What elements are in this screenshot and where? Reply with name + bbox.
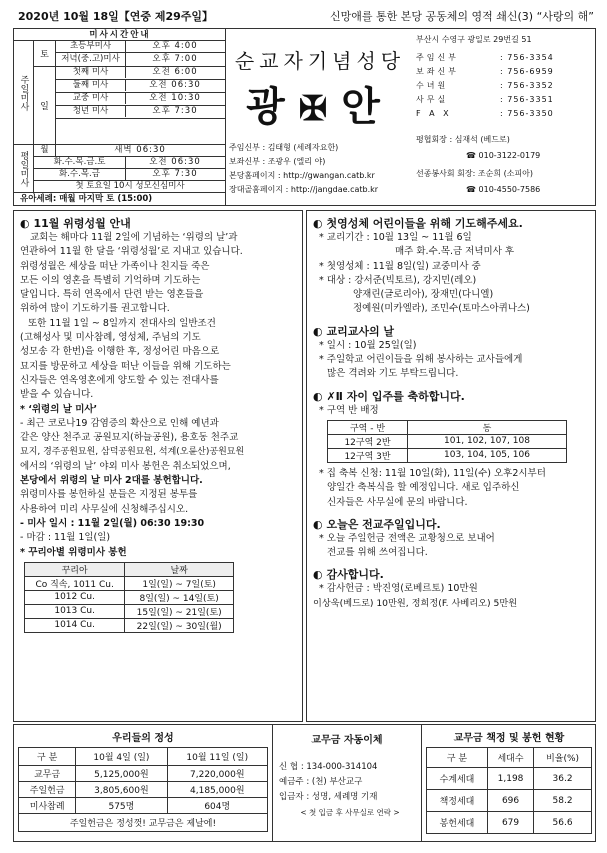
header-box xyxy=(13,28,596,206)
clergy-info: 주임신부 : 김태형 (세례자요한) 보좌신부 : 조광우 (엘리 야) 본당홈페이지 : http://gwangan.catb.kr 장대골홈페이지 : http://jangdae.catb.kr xyxy=(229,141,413,197)
half-circle-bullet-icon: ◐ xyxy=(313,324,323,338)
weekday-group-label: 평일미사 xyxy=(14,145,34,193)
contact-line: 주임신부 : 756-3354 xyxy=(416,53,554,62)
mass-row: 초등부미사 오후 4:00 xyxy=(56,41,226,53)
mass-row: 화.수.목.금.토 오전 06:30 xyxy=(34,157,226,169)
mass-row-spacer xyxy=(56,119,226,145)
mass-row: 교중 미사 오전 10:30 xyxy=(56,93,226,106)
contact-line: 보좌신부 : 756-6959 xyxy=(416,67,554,76)
table-row: 미사참례 575명 604명 xyxy=(19,798,268,814)
mission-president: 선종봉사회 회장: 조순희 (소피아) xyxy=(416,169,534,178)
subheading: * ‘위령의 날 미사’ xyxy=(20,403,98,415)
mass-row: 둘째 미사 오전 06:30 xyxy=(56,80,226,93)
issue-theme: 신망애를 통한 본당 공동체의 영적 쇄신(3) “사랑의 해” xyxy=(330,10,594,23)
parish-homepage-link[interactable]: 본당홈페이지 : http://gwangan.catb.kr xyxy=(229,171,375,180)
table-row: 1014 Cu. 22일(일) ~ 30일(월) xyxy=(25,618,234,632)
table-row: 책정세대 696 58.2 xyxy=(427,790,592,812)
contact-info xyxy=(416,29,596,205)
right-column: ◐ 첫영성체 어린이들을 위해 기도해주세요. * 교리기간 : 10월 13일 ~ 11월 6일 매주 화.수.목.금 저녁미사 후 * 첫영성체 : 11월 8일(일) 교중미사 중 * 대상 : 강서준(빅토르), 강지민(레오) 양재린(글로리아), 장재민(다니엘) 정예원(미카엘라), 조민수(토마스아퀴나스) ◐ 교리교사의 날 * 일시 : 10월 25일(일) * 주일학교 어린이들을 위해 봉사하는 교사들에게 많은 격려와 기도 부탁드립니다. ◐ ✗Ⅱ 자이 입주를 축하합니다. * 구역 반 배정 구역 - 반 동 12구역 2반 101, 102, 107, 108 12구역 3반 103, 104, 105, 106 * 집 축복 신청: 11월 10일(화), 11일(수) 오후2시부터 양일간 축복식을 할 예정입니다. 새로 입주하신 신자들은 사무실에 문의 바랍니다. ◐ 오늘은 전교주일입니다. * 오늘 주일헌금 전액은 교황청으로 보내어 전교를 위해 쓰여집니다. ◐ 감사합니다. * 감사헌금 : 박진영(로베르토) 10만원 이상욱(베드로) 10만원, 정희정(F. 사베리오) 5만원 xyxy=(306,210,596,722)
half-circle-bullet-icon: ◐ xyxy=(20,217,30,230)
section-heading: ◐ 감사합니다. xyxy=(313,568,384,582)
mass-row: 화.수.목.금 오후 7:30 xyxy=(34,169,226,181)
auto-transfer-section: 교무금 자동이체 신 협 : 134-000-314104 예금주 : (천) 부산교구 입금자 : 성명, 세례명 기재 < 첫 입금 후 사무실로 연락 > xyxy=(272,725,422,841)
offering-section xyxy=(18,729,268,832)
issue-date: 2020년 10월 18일【연중 제29주일】 xyxy=(18,10,214,23)
section-heading: ◐ ✗Ⅱ 자이 입주를 축하합니다. xyxy=(313,389,465,403)
weekend-group-label: 주일미사 xyxy=(14,41,34,145)
jangdae-homepage-link[interactable]: 장대골홈페이지 : http://jangdae.catb.kr xyxy=(229,185,379,194)
table-row: 1013 Cu. 15일(일) ~ 21일(토) xyxy=(25,604,234,618)
half-circle-bullet-icon: ◐ xyxy=(313,389,323,403)
sunday-label: 일 xyxy=(34,67,56,145)
section-heading: ◐ 오늘은 전교주일입니다. xyxy=(313,517,441,531)
mission-phone: ☎ 010-4550-7586 xyxy=(466,185,541,194)
masthead xyxy=(227,29,413,205)
half-circle-bullet-icon: ◐ xyxy=(313,568,323,582)
issue-line xyxy=(14,8,594,24)
mass-row: 저녁(중.고)미사 오후 7:00 xyxy=(56,53,226,67)
table-row: 1012 Cu. 8일(일) ~ 14일(토) xyxy=(25,590,234,604)
table-row: 수계세대 1,198 36.2 xyxy=(427,768,592,790)
tithe-status-table: 구 분 세대수 비율(%) 수계세대 1,198 36.2 책정세대 696 58.2 봉헌세대 679 56.6 xyxy=(426,747,592,834)
schedule-title: 미사시간안내 xyxy=(14,29,226,41)
contact-line: F A X : 756-3350 xyxy=(416,109,554,118)
mass-row: 첫째 미사 오전 6:00 xyxy=(56,67,226,80)
cross-grid-logo-icon: ✠ xyxy=(298,89,342,129)
contact-line: 수녀원 : 756-3352 xyxy=(416,81,554,90)
table-row: 교무금 5,125,000원 7,220,000원 xyxy=(19,766,268,782)
mass-row: 월 새벽 06:30 xyxy=(34,145,226,157)
tithe-status-title: 교무금 책정 및 봉헌 현황 xyxy=(453,733,565,744)
mass-schedule xyxy=(14,29,226,205)
chi-rho-icon: ✗Ⅱ xyxy=(326,389,343,403)
curia-mass-table: 꾸리아 날짜 Co 직속, 1011 Cu. 1일(일) ~ 7일(토) 1012 Cu. 8일(일) ~ 14일(토) 1013 Cu. 15일(일) ~ 21일(토) 1014 Cu. 22일(일) ~ 30일(월) xyxy=(24,562,234,633)
mass-row: 첫 토요일 10시 성모신심미사 xyxy=(34,181,226,193)
mass-row: 청년 미사 오후 7:30 xyxy=(56,106,226,119)
council-phone: ☎ 010-3122-0179 xyxy=(466,151,541,160)
table-row: 12구역 2반 101, 102, 107, 108 xyxy=(328,434,567,448)
tithe-status-section xyxy=(426,729,592,834)
offering-title: 우리들의 정성 xyxy=(112,733,174,744)
table-row: 12구역 3반 103, 104, 105, 106 xyxy=(328,448,567,462)
council-president: 평협회장 : 심재석 (베드로) xyxy=(416,135,510,144)
church-name: 광✠안 xyxy=(246,83,394,130)
district-assignment-table: 구역 - 반 동 12구역 2반 101, 102, 107, 108 12구역 3반 103, 104, 105, 106 xyxy=(327,420,567,463)
offering-table: 구 분 10월 4일 (일) 10월 11일 (일) 교무금 5,125,000원 7,220,000원 주일헌금 3,805,600원 4,185,000원 미사참례 575명 604명 주일헌금은 정성껏! 교무금은 제날에! xyxy=(18,747,268,832)
bottom-box xyxy=(13,724,596,842)
subheading: * 꾸리아별 위령미사 봉헌 xyxy=(20,546,127,558)
table-row: Co 직속, 1011 Cu. 1일(일) ~ 7일(토) xyxy=(25,576,234,590)
half-circle-bullet-icon: ◐ xyxy=(313,517,323,531)
table-row: 봉헌세대 679 56.6 xyxy=(427,812,592,834)
section-heading: ◐ 첫영성체 어린이들을 위해 기도해주세요. xyxy=(313,217,523,230)
contact-line: 사무실 : 756-3351 xyxy=(416,95,554,104)
half-circle-bullet-icon: ◐ xyxy=(313,217,323,230)
infant-baptism: 유아세례: 매월 마지막 토 (15:00) xyxy=(20,194,153,204)
address: 부산시 수영구 광일로 29번길 51 xyxy=(416,35,532,44)
church-subtitle: 순교자기념성당 xyxy=(234,49,406,73)
table-row: 주일헌금 3,805,600원 4,185,000원 xyxy=(19,782,268,798)
left-column: ◐ 11월 위령성월 안내 교회는 해마다 11월 2일에 기념하는 ‘위령의 날’과 연관하여 11월 한 달을 ‘위령성월’로 지내고 있습니다. 위령성월은 세상을 떠난 가족이나 친지들 죽은 모든 이의 영혼을 특별히 기억하며 기도하는 달입니다. 특히 연옥에서 단련 받는 영혼들을 위하여 많이 기도하기를 권고합니다. 또한 11월 1일 ~ 8일까지 전대사의 일반조건 (고해성사 및 미사참례, 영성체, 주님의 기도 성모송 각 한번)을 이행한 후, 정성어린 마음으로 묘지를 방문하고 세상을 떠난 이들을 위해 기도하는 신자들은 연옥영혼에게 양도할 수 있는 전대사를 받을 수 있습니다. * ‘위령의 날 미사’ - 최근 코로나19 감염증의 확산으로 인해 예년과 같은 양산 천주교 공원묘지(하늘공원), 용호동 천주교 묘지, 경주공원묘원, 삼덕공원묘원, 석계(오륜산)공원묘원 에서의 ‘위령의 날’ 야외 미사 봉헌은 취소되었으며, 본당에서 위령의 날 미사 2대를 봉헌합니다. 위령미사를 봉헌하실 분들은 지정된 봉투를 사용하여 미리 사무실에 신청해주십시오. - 미사 일시 : 11월 2일(월) 06:30 19:30 - 마감 : 11월 1일(일) * 꾸리아별 위령미사 봉헌 꾸리아 날짜 Co 직속, 1011 Cu. 1일(일) ~ 7일(토) 1012 Cu. 8일(일) ~ 14일(토) 1013 Cu. 15일(일) ~ 21일(토) 1014 Cu. 22일(일) ~ 30일(월) xyxy=(13,210,303,722)
offering-footer: 주일헌금은 정성껏! 교무금은 제날에! xyxy=(19,814,268,832)
all-souls-intro: 교회는 해마다 11월 2일에 기념하는 ‘위령의 날’과 xyxy=(30,232,238,243)
auto-transfer-title: 교무금 자동이체 xyxy=(311,735,383,746)
saturday-label: 토 xyxy=(34,41,56,67)
section-heading: ◐ 11월 위령성월 안내 xyxy=(20,217,131,230)
section-heading: ◐ 교리교사의 날 xyxy=(313,324,395,338)
